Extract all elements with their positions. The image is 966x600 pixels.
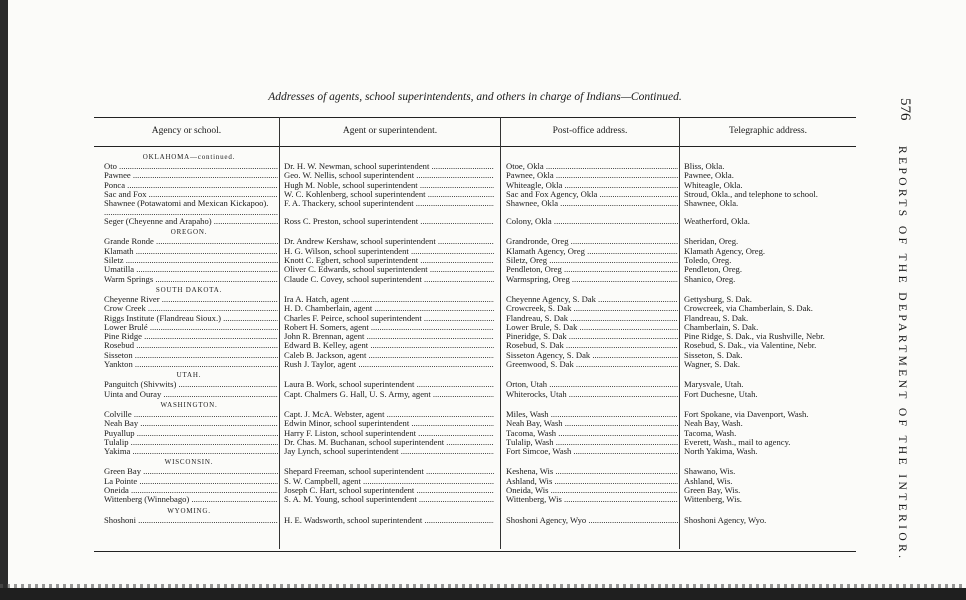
agent-cell: Joseph C. Hart, school superintendent ..... [284,486,494,495]
telegraph-cell: Tacoma, Wash. [684,428,737,438]
table-row [94,429,856,438]
agency-cell: Oto ..... [104,162,278,171]
agent-cell: W. C. Kohlenberg, school superintendent ..... [284,190,494,199]
telegraph-cell: Shawano, Wis. [684,467,736,477]
telegraph-cell: Rosebud, S. Dak., via Valentine, Nebr. [684,341,817,351]
table-row [94,410,856,419]
telegraph-cell: Toledo, Oreg. [684,256,732,266]
table-row [94,304,856,313]
agent-cell: Geo. W. Nellis, school superintendent ..... [284,171,494,180]
post-office-cell: Pawnee, Okla ..... [506,171,678,180]
telegraph-cell: Marysvale, Utah. [684,380,744,390]
table-row [94,486,856,495]
table-row [94,360,856,369]
section-heading [94,369,856,380]
agent-cell: Dr. Andrew Kershaw, school superintendent ..... [284,237,494,246]
table-row [94,495,856,504]
agent-cell: Oliver C. Edwards, school superintendent ..... [284,265,494,274]
telegraph-cell: Chamberlain, S. Dak. [684,322,759,332]
telegraph-cell: Pine Ridge, S. Dak., via Rushville, Nebr. [684,332,825,342]
table-row [94,477,856,486]
agency-cell: Cheyenne River ..... [104,295,278,304]
telegraph-cell: Neah Bay, Wash. [684,419,743,429]
telegraph-cell: Whiteagle, Okla. [684,180,743,190]
agency-cell: Riggs Institute (Flandreau Sioux.) ..... [104,314,278,323]
agent-cell: H. D. Chamberlain, agent ..... [284,304,494,313]
telegraph-cell: Bliss, Okla. [684,162,725,171]
agent-cell: Dr. Chas. M. Buchanan, school superintendent ..... [284,438,494,447]
telegraph-cell: Sheridan, Oreg. [684,237,739,247]
telegraph-cell: Fort Duchesne, Utah. [684,389,758,399]
telegraph-cell: Shanico, Oreg. [684,274,736,284]
telegraph-cell: Pendleton, Oreg. [684,265,742,275]
section-heading [94,456,856,467]
table-bottom-rule [94,551,856,552]
agency-cell: Klamath ..... [104,247,278,256]
header-agent: Agent or superintendent. [342,126,438,136]
telegraph-cell: Gettysburg, S. Dak. [684,294,752,304]
agency-cell: Wittenberg (Winnebago) ..... [104,495,278,504]
table-row [94,516,856,525]
section-label: OREGON. [170,228,208,237]
table-row [94,390,856,399]
post-office-cell: Warmspring, Oreg ..... [506,275,678,284]
agent-cell: Claude C. Covey, school superintendent ..... [284,275,494,284]
post-office-cell: Sisseton Agency, S. Dak ..... [506,351,678,360]
table-row [94,467,856,476]
agency-cell: Colville ..... [104,410,278,419]
header-post-office: Post-office address. [552,126,628,136]
agent-cell: Jay Lynch, school superintendent ..... [284,447,494,456]
agent-cell: F. A. Thackery, school superintendent ..... [284,199,494,208]
post-office-cell: Oneida, Wis ..... [506,486,678,495]
table-row [94,438,856,447]
running-head: REPORTS OF THE DEPARTMENT OF THE INTERIOR. [896,146,908,562]
agency-cell: Tulalip ..... [104,438,278,447]
agency-cell: Crow Creek ..... [104,304,278,313]
post-office-cell: Colony, Okla ..... [506,217,678,226]
agency-cell: Ponca ..... [104,181,278,190]
agent-cell: Ross C. Preston, school superintendent ..... [284,217,494,226]
telegraph-cell: Wagner, S. Dak. [684,360,741,370]
agent-cell: Edwin Minor, school superintendent ..... [284,419,494,428]
agency-cell: Sac and Fox ..... [104,190,278,199]
table-row [94,181,856,190]
telegraph-cell: Crowcreek, via Chamberlain, S. Dak. [684,304,813,314]
post-office-cell: Pineridge, S. Dak ..... [506,332,678,341]
post-office-cell: Ashland, Wis ..... [506,477,678,486]
post-office-cell: Crowcreek, S. Dak ..... [506,304,678,313]
header-agency: Agency or school. [151,126,222,136]
post-office-cell: Greenwood, S. Dak ..... [506,360,678,369]
table-header-rule [94,146,856,147]
table-row [94,341,856,350]
agency-cell: Umatilla ..... [104,265,278,274]
agent-cell: Knott C. Egbert, school superintendent ..... [284,256,494,265]
agent-cell: S. W. Campbell, agent ..... [284,477,494,486]
agent-cell: Robert H. Somers, agent ..... [284,323,494,332]
agent-cell: S. A. M. Young, school superintendent ..... [284,495,494,504]
table-row [94,171,856,180]
telegraph-cell: Everett, Wash., mail to agency. [684,437,791,447]
agent-cell: Dr. H. W. Newman, school superintendent ..... [284,162,494,171]
agency-cell: Rosebud ..... [104,341,278,350]
agent-cell: Hugh M. Noble, school superintendent ..... [284,181,494,190]
telegraph-cell: Sisseton, S. Dak. [684,350,743,360]
section-label: WISCONSIN. [164,458,214,467]
agent-cell: H. E. Wadsworth, school superintendent ..... [284,516,494,525]
post-office-cell: Tulalip, Wash ..... [506,438,678,447]
post-office-cell: Pendleton, Oreg ..... [506,265,678,274]
agent-cell: Harry F. Liston, school superintendent ..... [284,429,494,438]
agent-cell: Ira A. Hatch, agent ..... [284,295,494,304]
table-row [94,275,856,284]
post-office-cell: Grandronde, Oreg ..... [506,237,678,246]
table-body [94,151,856,525]
table-row [94,162,856,171]
agent-cell: Rush J. Taylor, agent ..... [284,360,494,369]
section-heading [94,226,856,237]
post-office-cell: Cheyenne Agency, S. Dak ..... [506,295,678,304]
agency-cell: Lower Brulé ..... [104,323,278,332]
table-row [94,351,856,360]
post-office-cell: Orton, Utah ..... [506,380,678,389]
table-row [94,295,856,304]
agent-cell: Capt. Chalmers G. Hall, U. S. Army, agent ..... [284,390,494,399]
telegraph-cell: Ashland, Wis. [684,476,733,486]
agency-cell: La Pointe ..... [104,477,278,486]
table-row [94,265,856,274]
post-office-cell: Miles, Wash ..... [506,410,678,419]
agency-cell: Neah Bay ..... [104,419,278,428]
agency-cell: Warm Springs ..... [104,275,278,284]
section-label: OKLAHOMA—continued. [142,153,236,161]
header-telegraphic: Telegraphic address. [729,126,807,136]
post-office-cell: Neah Bay, Wash ..... [506,419,678,428]
telegraph-cell: Flandreau, S. Dak. [684,313,749,323]
telegraph-cell: Weatherford, Okla. [684,217,750,227]
section-label: UTAH. [176,371,202,380]
agency-cell: Pine Ridge ..... [104,332,278,341]
agency-cell: Puyallup ..... [104,429,278,438]
post-office-cell: Whiteagle, Okla ..... [506,181,678,190]
agency-cell: Oneida ..... [104,486,278,495]
agent-cell: Shepard Freeman, school superintendent ..... [284,467,494,476]
telegraph-cell: Green Bay, Wis. [684,486,741,496]
telegraph-cell: Stroud, Okla., and telephone to school. [684,189,818,199]
agent-cell: John R. Brennan, agent ..... [284,332,494,341]
agent-cell: Charles F. Peirce, school superintendent ..... [284,314,494,323]
telegraph-cell: Fort Spokane, via Davenport, Wash. [684,409,809,419]
post-office-cell: Siletz, Oreg ..... [506,256,678,265]
section-heading [94,399,856,410]
agent-cell: Edward B. Kelley, agent ..... [284,341,494,350]
table-caption: Addresses of agents, school superintendents, and others in charge of Indians—Continued. [268,91,682,103]
section-heading [94,505,856,516]
post-office-cell: Lower Brule, S. Dak ..... [506,323,678,332]
agency-cell: Panguitch (Shivwits) ..... [104,380,278,389]
agency-cell: Siletz ..... [104,256,278,265]
agent-cell: Laura B. Work, school superintendent ..... [284,380,494,389]
telegraph-cell: Klamath Agency, Oreg. [684,246,766,256]
agency-cell: Uinta and Ouray ..... [104,390,278,399]
agency-cell: Green Bay ..... [104,467,278,476]
agency-cell: Yankton ..... [104,360,278,369]
table-row [94,217,856,226]
agency-cell: Shoshoni ..... [104,516,278,525]
post-office-cell: Fort Simcoe, Wash ..... [506,447,678,456]
agency-cell: Pawnee ..... [104,171,278,180]
table-row [94,380,856,389]
agency-cell: Sisseton ..... [104,351,278,360]
agent-cell: Capt. J. McA. Webster, agent ..... [284,410,494,419]
agency-cell: Grande Ronde ..... [104,237,278,246]
post-office-cell: Keshena, Wis ..... [506,467,678,476]
post-office-cell: Whiterocks, Utah ..... [506,390,678,399]
post-office-cell: Rosebud, S. Dak ..... [506,341,678,350]
table-row [94,323,856,332]
agency-cell: Shawnee (Potawatomi and Mexican Kickapoo). ..... [104,199,278,217]
agent-cell: Caleb B. Jackson, agent ..... [284,351,494,360]
table-row [94,199,856,217]
table-row [94,190,856,199]
table-row [94,237,856,246]
post-office-cell: Sac and Fox Agency, Okla ..... [506,190,678,199]
table-row [94,332,856,341]
telegraph-cell: Shawnee, Okla. [684,199,739,209]
post-office-cell: Tacoma, Wash ..... [506,429,678,438]
telegraph-cell: Shoshoni Agency, Wyo. [684,515,767,525]
post-office-cell: Wittenberg, Wis ..... [506,495,678,504]
table-row [94,256,856,265]
address-table [94,117,856,554]
page-number: 576 [897,98,913,121]
agency-cell: Yakima ..... [104,447,278,456]
agency-cell: Seger (Cheyenne and Arapaho) ..... [104,217,278,226]
scan-bottom-edge [0,588,966,600]
telegraph-cell: Pawnee, Okla. [684,171,734,181]
agent-cell: H. G. Wilson, school superintendent ..... [284,247,494,256]
post-office-cell: Shawnee, Okla ..... [506,199,678,208]
table-row [94,247,856,256]
table-top-rule [94,117,856,118]
section-label: WASHINGTON. [160,400,218,409]
post-office-cell: Otoe, Okla ..... [506,162,678,171]
telegraph-cell: North Yakima, Wash. [684,447,758,457]
section-heading [94,284,856,295]
post-office-cell: Klamath Agency, Oreg ..... [506,247,678,256]
table-row [94,419,856,428]
telegraph-cell: Wittenberg, Wis. [684,495,742,505]
post-office-cell: Shoshoni Agency, Wyo ..... [506,516,678,525]
scan-left-edge [0,0,8,600]
section-heading [94,151,856,162]
section-label: WYOMING. [167,506,211,515]
section-label: SOUTH DAKOTA. [155,285,223,294]
table-row [94,447,856,456]
table-row [94,314,856,323]
post-office-cell: Flandreau, S. Dak ..... [506,314,678,323]
